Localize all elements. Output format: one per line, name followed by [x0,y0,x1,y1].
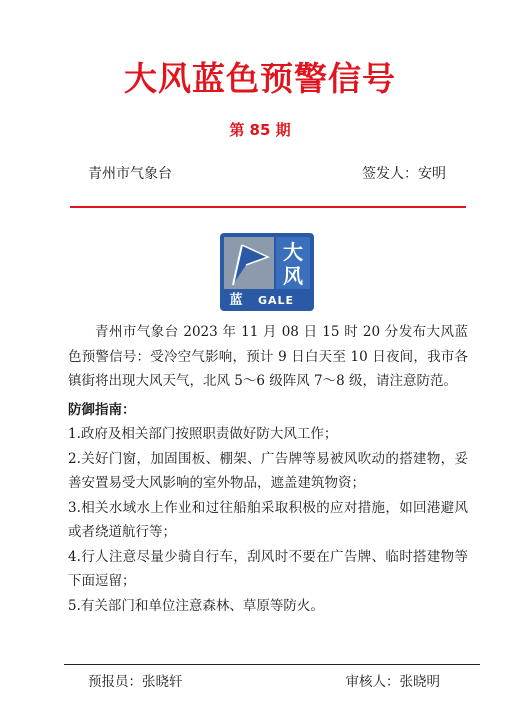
guide-item: 5.有关部门和单位注意森林、草原等防火。 [68,597,324,614]
icon-label-bottom: 风 [283,264,303,288]
guide-heading: 防御指南： [68,401,136,418]
guide-item: 3.相关水域水上作业和过往船舶采取积极的应对措施，如回港避风或者绕道航行等； [68,499,468,540]
icon-english-label: GALE [257,294,295,307]
forecaster: 预报员：张晓轩 [88,674,183,690]
issue-number: 第 85 期 [229,121,291,139]
guide-item: 4.行人注意尽量少骑自行车，刮风时不要在广告牌、临时搭建物等下面逗留； [68,548,468,589]
reviewer: 审核人：张晓明 [345,674,440,690]
guide-item: 2.关好门窗，加固围板、棚架、广告牌等易被风吹动的搭建物，妥善安置易受大风影响的室外物品，遮盖建筑物资； [68,450,468,491]
footer-divider [64,664,480,665]
signer: 签发人：安明 [362,166,446,182]
gale-blue-warning-icon [220,233,314,311]
icon-label-top: 大 [283,240,303,264]
guide-item: 1.政府及相关部门按照职责做好防大风工作； [68,426,338,442]
page-title: 大风蓝色预警信号 [124,59,396,98]
header-divider [70,206,466,208]
icon-level-label: 蓝 [229,293,243,308]
issuing-organization: 青州市气象台 [88,166,172,182]
warning-body [68,320,468,618]
warning-paragraph: 青州市气象台 2023 年 11 月 08 日 15 时 20 分发布大风蓝色预警信号：受冷空气影响，预计 9 日白天至 10 日夜间，我市各镇街将出现大风天气，北风 5～6 级阵风 7～8 级，请注意防范。 [68,324,468,389]
